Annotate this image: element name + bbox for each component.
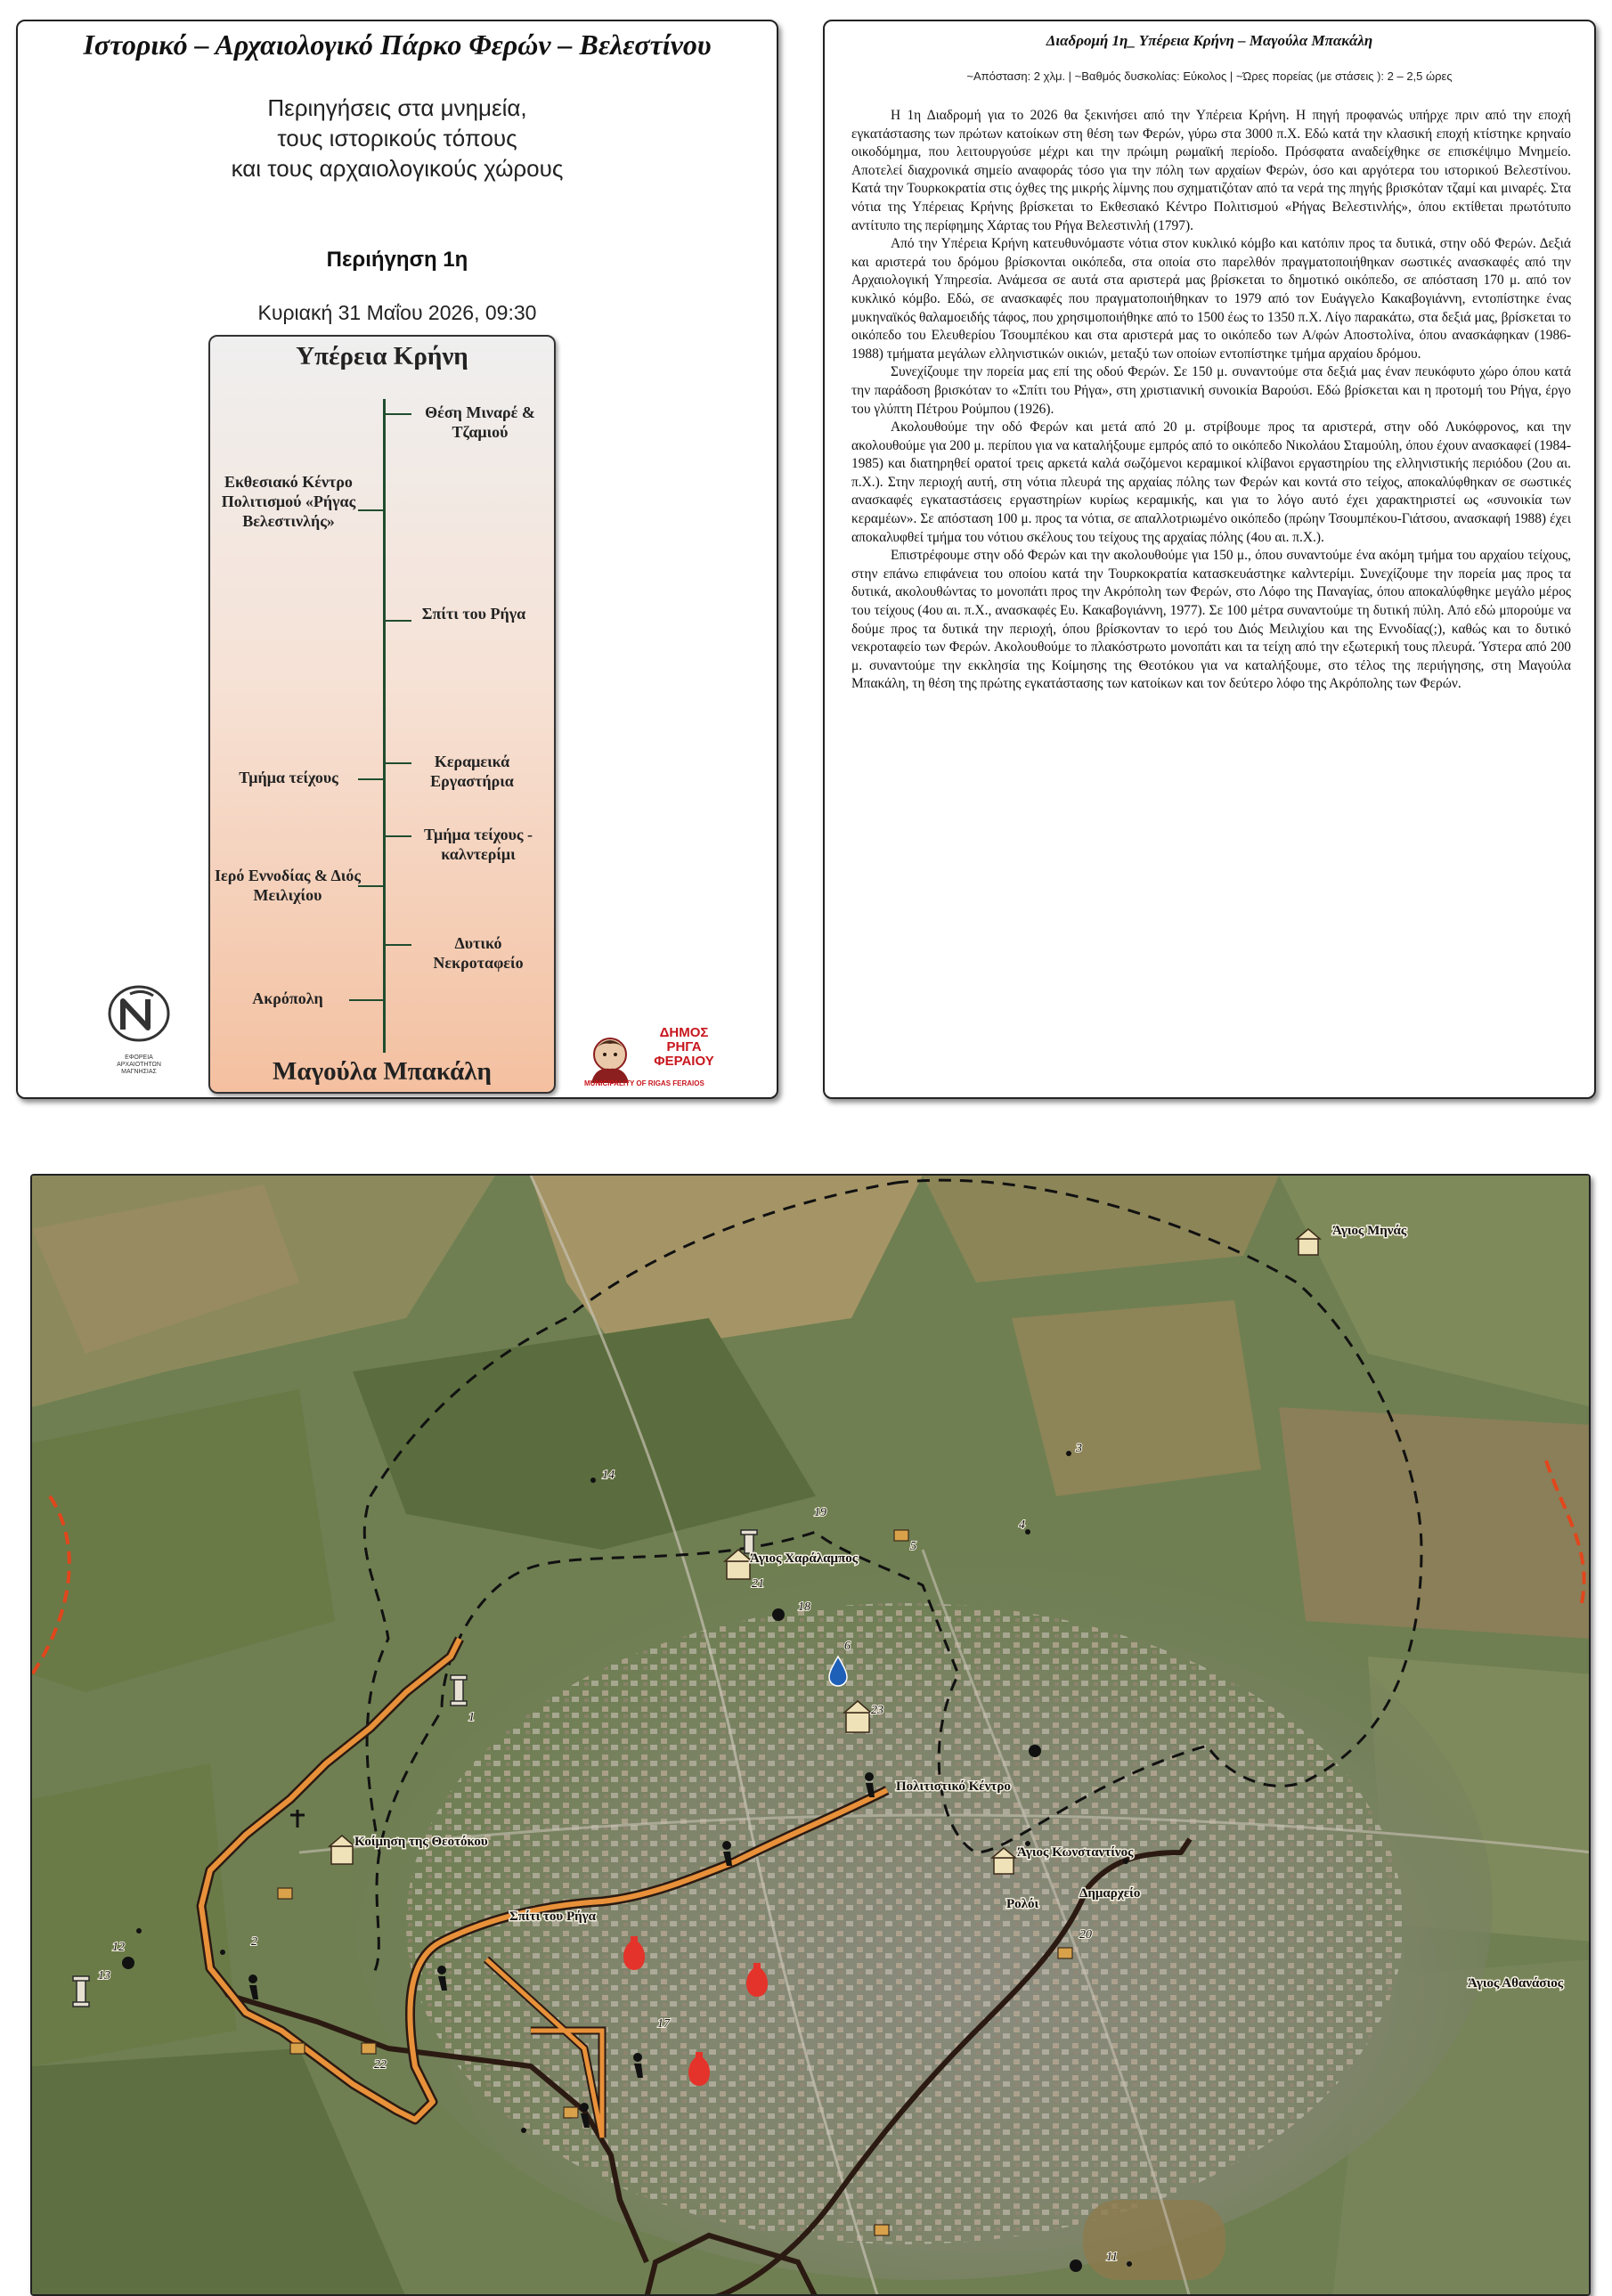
site-number: 18: [798, 1600, 810, 1614]
route-line: [383, 399, 386, 1053]
place-label: Άγιος Χαράλαμπος: [750, 1551, 859, 1566]
site-number: 1: [468, 1711, 475, 1724]
subtitle-line: και τους αρχαιολογικούς χώρους: [231, 155, 564, 182]
route-tick: [358, 778, 385, 780]
site-number: 4: [1019, 1518, 1025, 1532]
route-tick: [385, 762, 411, 764]
site-number: 19: [814, 1506, 826, 1519]
place-label: Άγιος Αθανάσιος: [1468, 1976, 1564, 1991]
stop-wall-cobblestone: Τμήμα τείχους - καλντερίμι: [423, 826, 533, 863]
tour-label: Περιήγηση 1η: [326, 248, 468, 272]
route-heading: Διαδρομή 1η_ Υπέρεια Κρήνη – Μαγούλα Μπακάλη: [1046, 32, 1373, 49]
site-number: 17: [657, 2017, 670, 2031]
route-paragraph: Επιστρέφουμε στην οδό Φερών και την ακολουθούμε για 150 μ., όπου συναντούμε ένα ακόμη τμήμα του αρχαίου τείχους, στην επάνω επιφάνεια του οποίου κατά την Τουρκοκρατία κατασκευάστηκε καλντερίμι. Συνεχίζουμε την πορεία μας προς τα δυτικά, ακολουθώντας το μονοπάτι προς την Ακρόπολη των Φερών, στο Λόφο της Παναγίας, όπου αποκαλύφθηκε μεγάλο μέρος του τείχους (4ου αι. π.Χ., ανασκαφές Ευ. Κακαβογιάννη, 1977). Σε 100 μέτρα συναντούμε τη δυτική πύλη. Από εδώ μπορούμε να δούμε προς τα δυτικά την περιοχή, όπου βρίσκονταν το ιερό του Διός Μειλιχίου και της Εννοδίας(;), καθώς και το δυτικό νεκροταφείο των Φερών. Ακολουθούμε το πλακόστρωτο μονοπάτι και τα τείχη από την εξωτερική τους πλευρά. Ύστερα από 200 μ. συναντούμε την εκκλησία της Κοίμησης της Θεοτόκου για να καταλήξουμε, στο τέλος της περιήγησης, στη Μαγούλα Μπακάλη, τη θέση της πρώτης εγκατάστασης των κατοίκων και τον δεύτερο λόφο της Ακρόπολης των Φερών.: [851, 548, 1571, 692]
subtitle-line: Περιηγήσεις στα μνημεία,: [267, 94, 527, 121]
municipality-line: ΦΕΡΑΙΟΥ: [654, 1054, 714, 1069]
stop-acropolis: Ακρόπολη: [252, 989, 323, 1007]
ephorate-logo: [103, 983, 175, 1076]
site-number: 11: [1106, 2251, 1118, 2264]
place-label: Άγιος Μηνάς: [1332, 1224, 1407, 1238]
stop-wall-section: Τμήμα τείχους: [239, 769, 338, 786]
route-map: [30, 1174, 1591, 2296]
brochure-cover-panel: [16, 20, 778, 1099]
stop-ceramic-workshops: Κεραμεικά Εργαστήρια: [430, 753, 514, 790]
route-start-label: Υπέρεια Κρήνη: [296, 342, 468, 370]
site-number: 5: [910, 1540, 916, 1553]
municipality-line: ΔΗΜΟΣ: [659, 1025, 709, 1040]
route-tick: [349, 999, 385, 1001]
brochure-subtitle: [71, 93, 723, 183]
site-number: 20: [1079, 1928, 1092, 1942]
stop-west-cemetery: Δυτικό Νεκροταφείο: [433, 934, 524, 972]
ephorate-emblem-icon: [103, 983, 175, 1047]
place-label: Δημαρχείο: [1079, 1886, 1141, 1901]
route-tick: [385, 835, 411, 837]
farm-field: [1279, 1407, 1591, 1639]
site-number: 12: [112, 1941, 125, 1954]
route-tick: [385, 413, 411, 415]
sports-field: [1083, 2200, 1225, 2280]
route-paragraph: Από την Υπέρεια Κρήνη κατευθυνόμαστε νότια στον κυκλικό κόμβο και κατόπιν προς τα δυτικά, στην οδό Φερών. Δεξιά και αριστερά του δρόμου βρίσκονται οικόπεδα, στα οποία στο παρελθόν πραγματοποιήθηκαν σωστικές ανασκαφές από την Αρχαιολογική Υπηρεσία. Ανάμεσα σε αυτά στα αριστερά μας βρίσκεται το δημοτικό οικόπεδο, σε απόσταση 170 μ. από τον κυκλικό κόμβο. Εδώ, σε ανασκαφές που πραγματοποιήθηκαν το 1979 από τον Ευάγγελο Κακαβογιάννη, εντοπίστηκε ένας μυκηναϊκός θαλαμοειδής τάφος, που χρησιμοποιήθηκε από το 1500 έως το 1350 π.Χ. Λίγο παρακάτω, στα δεξιά μας, βρίσκεται το οικόπεδο του Ελευθερίου Τσουμπέκου και στα αριστερά μας το οικόπεδο των Α/φών Αποστολίνα, όπου ανασκάφηκαν (1986-1988) τμήματα μεγάλων ελληνιστικών οικιών, μεταξύ των οποίων εντοπίστηκε τμήμα αρχαίου δρόμου.: [851, 236, 1571, 362]
place-label: Άγιος Κωνσταντίνος: [1017, 1845, 1134, 1860]
route-description-panel: [823, 20, 1596, 1099]
site-number: 13: [98, 1969, 110, 1983]
farm-field: [1012, 1300, 1261, 1496]
stop-rigas-house: Σπίτι του Ρήγα: [421, 605, 526, 623]
route-diagram: [208, 335, 556, 1094]
route-end-label: Μαγούλα Μπακάλη: [273, 1057, 492, 1086]
rigas-portrait-icon: [584, 1033, 636, 1083]
route-article: [851, 107, 1571, 694]
stop-exhibition-center: Εκθεσιακό Κέντρο Πολιτισμού «Ρήγας Βελεστινλής»: [221, 473, 356, 530]
place-label: Κοίμηση της Θεοτόκου: [354, 1835, 488, 1849]
site-number: 23: [871, 1704, 883, 1717]
route-paragraph: Συνεχίζουμε την πορεία μας επί της οδού Φερών. Σε 150 μ. συναντούμε στα δεξιά μας έναν πευκόφυτο χώρο όπου κατά την παράδοση βρισκόταν το «Σπίτι του Ρήγα», στη χριστιανική συνοικία Βαρούσι. Εδώ βρίσκεται και η προτομή του Ρήγα, έργο του γλύπτη Πέτρου Ρούμπου (1926).: [851, 364, 1571, 417]
route-paragraph: Η 1η Διαδρομή για το 2026 θα ξεκινήσει από την Υπέρεια Κρήνη. Η πηγή προφανώς υπήρχε πριν από την εποχή εγκατάστασης των πρώτων κατοίκων στη θέση των Φερών, γύρω στα 3000 π.Χ. Εδώ κατά την κλασική εποχή κτίστηκε κρηναίο οικοδόμημα, που λειτουργούσε μέχρι και την πρώιμη ρωμαϊκή περίοδο. Πρόσφατα αναδείχθηκε σε επισκέψιμο Μνημείο. Αποτελεί διαχρονικά σημείο αναφοράς τόσο για την πόλη των αρχαίων Φερών, όσο και αργότερα του ιστορικού Βελεστίνου. Κατά την Τουρκοκρατία στις όχθες της μικρής λίμνης που σχηματιζόταν από τα νερά της πηγής βρισκόταν τζαμί και μιναρές. Στα νότια της Υπέρειας Κρήνης βρίσκεται το Εκθεσιακό Κέντρο Πολιτισμού «Ρήγας Βελεστινλής», όπου εκτίθεται πρωτότυπο αντίτυπο της περίφημης Χάρτας του Ρήγα Βελεστινλή (1797).: [851, 108, 1571, 233]
ephorate-logo-text: ΕΦΟΡΕΙΑ ΑΡΧΑΙΟΤΗΤΩΝ ΜΑΓΝΗΣΙΑΣ: [117, 1054, 161, 1075]
subtitle-line: τους ιστορικούς τόπους: [277, 125, 517, 151]
site-number: 22: [374, 2058, 387, 2072]
site-number: 14: [602, 1469, 615, 1482]
place-label: Ρολόι: [1006, 1897, 1039, 1911]
site-number: 3: [1076, 1442, 1082, 1455]
site-number: 21: [752, 1577, 764, 1591]
route-tick: [385, 620, 411, 622]
stop-sanctuary-ennodia-zeus: Ιερό Εννοδίας & Διός Μειλιχίου: [215, 867, 361, 904]
site-number: 2: [251, 1935, 257, 1949]
place-label: Σπίτι του Ρήγα: [509, 1909, 597, 1924]
satellite-map: [32, 1176, 1591, 2296]
route-tick: [358, 885, 385, 887]
stop-minaret-mosque: Θέση Μιναρέ & Τζαμιού: [425, 403, 535, 441]
place-label: Πολιτιστικό Κέντρο: [896, 1779, 1011, 1794]
municipality-line: ΡΗΓΑ: [666, 1039, 702, 1054]
site-number: 6: [844, 1640, 851, 1653]
route-tick: [385, 944, 411, 946]
brochure-title: Ιστορικό – Αρχαιολογικό Πάρκο Φερών – Βελεστίνου: [83, 28, 712, 61]
route-meta: ~Απόσταση: 2 χλμ. | ~Βαθμός δυσκολίας: Εύκολος | ~Ώρες πορείας (με στάσεις ): 2 – 2,5 ώρες: [966, 69, 1453, 83]
municipality-subtitle: MUNICIPALITY OF RIGAS FERAIOS: [584, 1079, 704, 1087]
town-buildings: [406, 1603, 1404, 2244]
tour-date: Κυριακή 31 Μαΐου 2026, 09:30: [257, 301, 537, 324]
route-paragraph: Ακολουθούμε την οδό Φερών και μετά από 20 μ. στρίβουμε προς τα αριστερά, στην οδό Λυκόφρονος, και την ακολουθούμε για 200 μ. περίπου για να καταλήξουμε εμπρός από το οικόπεδο Νικολάου Σταμούλη, όπου έχουν ανασκαφεί (1984-1985) και διατηρηθεί ορατοί τρεις αρκετά καλά σωζόμενοι κεραμικοί κλίβανοι εργαστηρίου της ελληνιστικής περιόδου (2ου αι. π.Χ.). Στην περιοχή αυτή, στη νότια πλευρά της αρχαίας πόλης των Φερών και κοντά στο τείχος, αποκαλύφθηκαν σε σωστικές ανασκαφές εγκαταστάσεις εργαστηρίων κυρίως κεραμικής, και για το λόγο αυτό έχει χαρακτηριστεί ως «συνοικία των κεραμέων». Σε απόσταση 100 μ. προς τα νότια, σε απαλλοτριωμένο οικόπεδο (πρώην Τσουμπέκου-Γιάτσου, ανασκαφή 1988) έχει αποκαλυφθεί τμήμα του νότιου σκέλους του τείχους της αρχαίας πόλης (4ου αι. π.Χ.).: [851, 419, 1571, 545]
